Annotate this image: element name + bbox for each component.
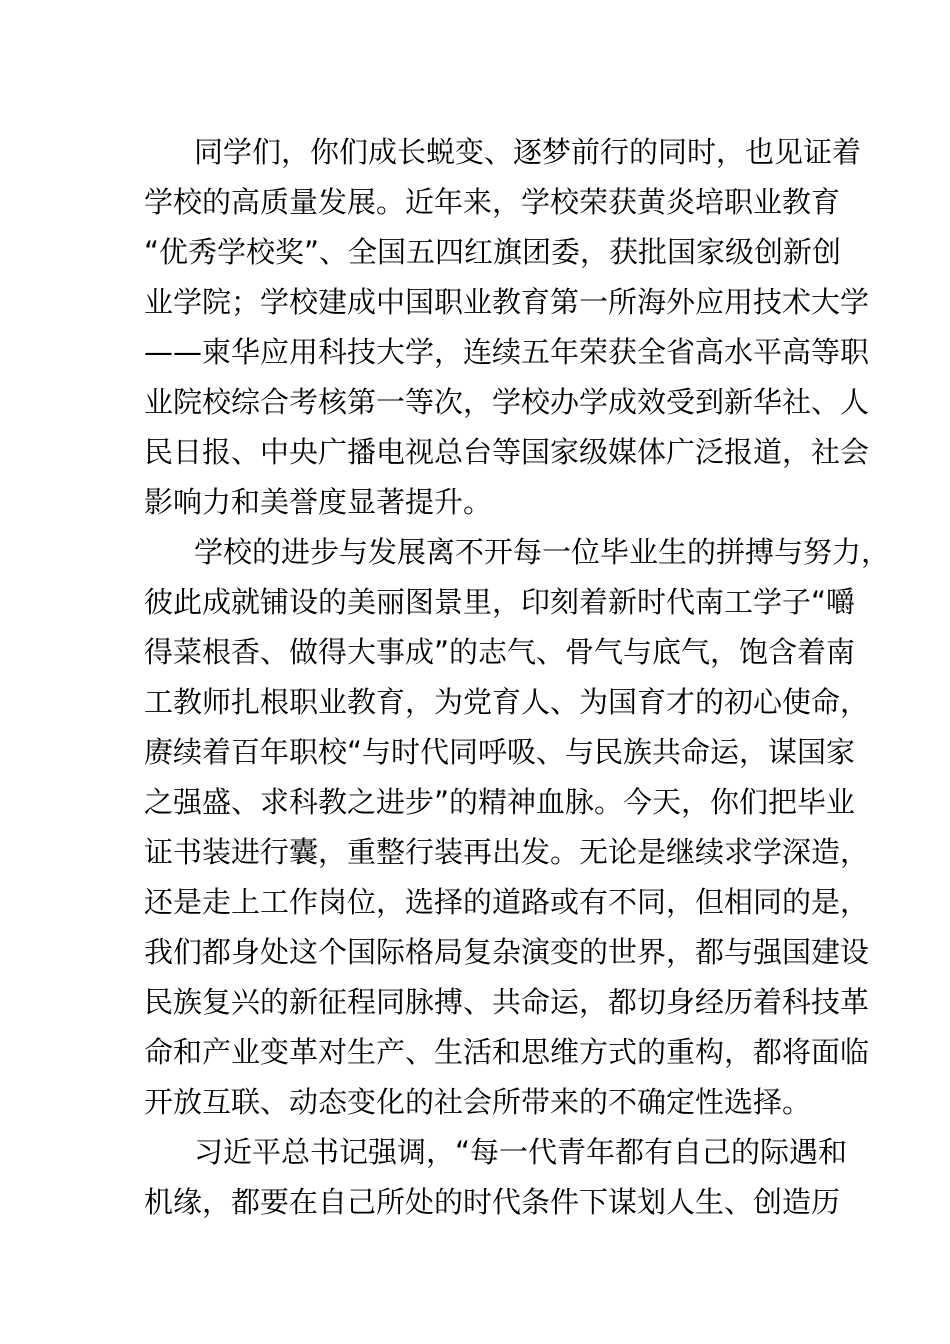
paragraph-2-line-10: 民族复兴的新征程同脉搏、共命运，都切身经历着科技革 bbox=[144, 985, 870, 1019]
paragraph-2-line-11: 命和产业变革对生产、生活和思维方式的重构，都将面临 bbox=[144, 1035, 870, 1069]
paragraph-1-line-2: 学校的高质量发展。近年来，学校荣获黄炎培职业教育 bbox=[144, 185, 841, 219]
body-text bbox=[144, 127, 891, 1227]
paragraph-3-line-2: 机缘，都要在自己所处的时代条件下谋划人生、创造历 bbox=[144, 1185, 841, 1219]
paragraph-2-line-7: 证书装进行囊，重整行装再出发。无论是继续求学深造， bbox=[144, 835, 870, 869]
paragraph-2-line-8: 还是走上工作岗位，选择的道路或有不同，但相同的是， bbox=[144, 885, 870, 919]
paragraph-1-line-4: 业学院；学校建成中国职业教育第一所海外应用技术大学 bbox=[144, 285, 870, 319]
paragraph-1-line-5: ——柬华应用科技大学，连续五年荣获全省高水平高等职 bbox=[144, 335, 870, 369]
paragraph-1-line-1: 同学们，你们成长蜕变、逐梦前行的同时，也见证着 bbox=[194, 135, 862, 169]
paragraph-2-line-6: 之强盛、求科教之进步”的精神血脉。今天，你们把毕业 bbox=[144, 785, 856, 819]
paragraph-2-line-5: 赓续着百年职校“与时代同呼吸、与民族共命运，谋国家 bbox=[144, 735, 856, 769]
paragraph-1-line-6: 业院校综合考核第一等次，学校办学成效受到新华社、人 bbox=[144, 385, 870, 419]
paragraph-2-line-1: 学校的进步与发展离不开每一位毕业生的拼搏与努力， bbox=[194, 535, 891, 569]
paragraph-1-line-3: “优秀学校奖”、全国五四红旗团委，获批国家级创新创 bbox=[144, 235, 842, 269]
paragraph-2-line-2: 彼此成就铺设的美丽图景里，印刻着新时代南工学子“嚼 bbox=[144, 585, 856, 619]
paragraph-2-line-3: 得菜根香、做得大事成”的志气、骨气与底气，饱含着南 bbox=[144, 635, 856, 669]
paragraph-1-line-8: 影响力和美誉度显著提升。 bbox=[144, 485, 493, 519]
paragraph-1-line-7: 民日报、中央广播电视总台等国家级媒体广泛报道，社会 bbox=[144, 435, 870, 469]
paragraph-2-line-4: 工教师扎根职业教育，为党育人、为国育才的初心使命， bbox=[144, 685, 870, 719]
paragraph-2-line-9: 我们都身处这个国际格局复杂演变的世界，都与强国建设 bbox=[144, 935, 870, 969]
paragraph-2-line-12: 开放互联、动态变化的社会所带来的不确定性选择。 bbox=[144, 1085, 812, 1119]
paragraph-3-line-1: 习近平总书记强调，“每一代青年都有自己的际遇和 bbox=[194, 1135, 848, 1169]
